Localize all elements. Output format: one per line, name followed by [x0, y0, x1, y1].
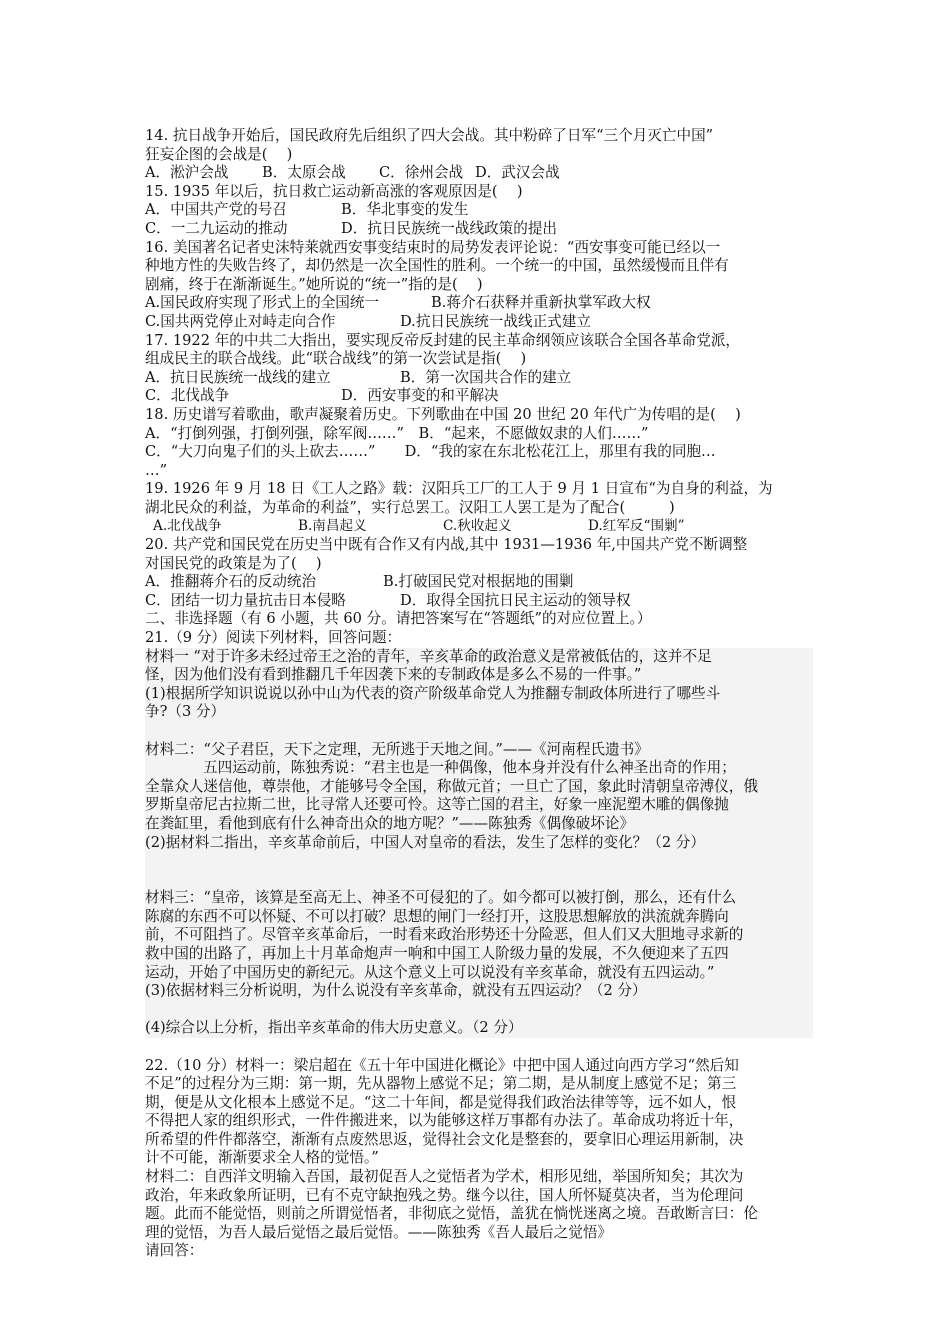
q21-material-2-line-3: 全靠众人迷信他，尊崇他，才能够号令全国，称做元首；一旦亡了国，象此时清朝皇帝溥仪，俄: [145, 777, 758, 795]
q19-option-b: B.南昌起义: [298, 518, 367, 535]
q16-stem-line-3: 剧痛，终于在渐渐诞生。”她所说的“统一”指的是( ): [145, 275, 483, 293]
q18-stem: 18. 历史谱写着歌曲，歌声凝聚着历史。下列歌曲在中国 20 世纪 20 年代广为传唱的是( ): [145, 405, 741, 423]
q21-question-3: (3)依据材料三分析说明，为什么说没有辛亥革命，就没有五四运动？（2 分）: [145, 982, 647, 1000]
q16-options-row-2: [145, 313, 813, 332]
q17-option-b: B．第一次国共合作的建立: [400, 368, 572, 386]
q15-stem: 15. 1935 年以后，抗日救亡运动新高涨的客观原因是( ): [145, 182, 523, 200]
answer-space: [145, 852, 813, 889]
q17-stem-line-1: 17. 1922 年的中共二大指出，要实现反帝反封建的民主革命纲领应该联合全国各革命党派，: [145, 331, 741, 349]
q14-option-d: D．武汉会战: [475, 164, 560, 182]
q21-material-2-line-5: 在粪缸里，看他到底有什么神奇出众的地方呢？”——陈独秀《偶像破坏论》: [145, 814, 635, 832]
q14-stem-line-2: 狂妄企图的会战是( ): [145, 145, 293, 163]
answer-space: [145, 1038, 813, 1057]
q17-stem-line-2: 组成民主的联合战线。此“联合战线”的第一次尝试是指( ): [145, 350, 527, 368]
q21-material-2-line-4: 罗斯皇帝尼古拉斯二世，比寻常人还要可怜。这等亡国的君主，好象一座泥塑木雕的偶像抛: [145, 796, 729, 814]
q14-options: [145, 164, 813, 183]
q22-line-6: 计不可能，渐渐要求全人格的觉悟。”: [145, 1149, 379, 1167]
q14-stem-line-1: 14. 抗日战争开始后，国民政府先后组织了四大会战。其中粉碎了日军“三个月灭亡中国”: [145, 127, 714, 144]
section-2-heading: 二、非选择题（有 6 小题，共 60 分。请把答案写在“答题纸”的对应位置上。）: [145, 610, 652, 628]
q20-stem-line-1: 20. 共产党和国民党在历史当中既有合作又有内战,其中 1931—1936 年,中国共产党不断调整: [145, 536, 748, 554]
q22-line-5: 所希望的件件都落空，渐渐有点废然思返，觉得社会文化是整套的，要拿旧心理运用新制，决: [145, 1130, 744, 1148]
q19-options: [145, 517, 813, 536]
q17-option-d: D．西安事变的和平解决: [341, 387, 499, 405]
answer-space: [145, 1001, 813, 1020]
q16-option-d: D.抗日民族统一战线正式建立: [400, 312, 591, 330]
q18-option-line-1: A．“打倒列强，打倒列强，除军阀……” B．“起来，不愿做奴隶的人们……”: [145, 424, 649, 442]
q20-options-row-1: [145, 573, 813, 592]
q20-options-row-2: [145, 592, 813, 611]
q20-option-c: C．团结一切力量抗击日本侵略: [145, 591, 346, 609]
q18-option-line-2: C．“大刀向鬼子们的头上砍去……” D．“我的家在东北松花江上，那里有我的同胞…: [145, 443, 716, 461]
q22-line-10: 理的觉悟，为吾人最后觉悟之最后觉悟。——陈独秀《吾人最后之觉悟》: [145, 1223, 613, 1241]
q22-line-7: 材料二：自西洋文明输入吾国，最初促吾人之觉悟者为学术，相形见绌，举国所知矣；其次为: [145, 1168, 744, 1186]
q22-line-9: 题。此而不能觉悟，则前之所谓觉悟者，非彻底之觉悟，盖犹在惝恍迷离之境。吾敢断言曰：伦: [145, 1205, 758, 1223]
q16-option-b: B.蒋介石获释并重新执掌军政大权: [431, 294, 651, 312]
q16-option-c: C.国共两党停止对峙走向合作: [145, 312, 336, 330]
q15-option-d: D．抗日民族统一战线政策的提出: [341, 219, 558, 237]
q21-question-1-line-1: (1)根据所学知识说说以孙中山为代表的资产阶级革命党人为推翻专制政体所进行了哪些斗: [145, 684, 721, 702]
q21-heading: 21.（9 分）阅读下列材料，回答问题：: [145, 629, 402, 647]
q20-stem-line-2: 对国民党的政策是为了( ): [145, 554, 322, 572]
q21-material-3-line-3: 前，不可阻挡了。尽管辛亥革命后，一时看来政治形势还十分险恶，但人们又大胆地寻求新的: [145, 926, 744, 944]
q17-option-a: A．抗日民族统一战线的建立: [145, 368, 331, 386]
q21-question-4: (4)综合以上分析，指出辛亥革命的伟大历史意义。（2 分）: [145, 1019, 523, 1037]
q21-material-block: [145, 648, 813, 1038]
q17-options-row-1: [145, 369, 813, 388]
q21-material-2-line-2: 五四运动前，陈独秀说：“君主也是一种偶像，他本身并没有什么神圣出奇的作用；: [203, 759, 736, 777]
q19-option-d: D.红军反“围剿”: [588, 518, 685, 535]
q20-option-b: B.打破国民党对根据地的围剿: [383, 573, 574, 591]
q21-material-2-line-1: 材料二：“父子君臣，天下之定理，无所逃于天地之间。”——《河南程氏遗书》: [145, 740, 649, 758]
q15-option-c: C．一二九运动的推动: [145, 219, 288, 237]
q21-material-1-line-2: 怪，因为他们没有看到推翻几千年因袭下来的专制政体是多么不易的一件事。”: [145, 666, 642, 684]
q22-prompt: 请回答：: [145, 1242, 204, 1260]
q21-material-3-line-2: 陈腐的东西不可以怀疑、不可以打破？思想的闸门一经打开，这股思想解放的洪流就奔腾向: [145, 907, 729, 925]
q20-option-a: A．推翻蒋介石的反动统治: [145, 573, 317, 591]
q16-options-row-1: [145, 294, 813, 313]
q16-stem-line-1: 16. 美国著名记者史沫特莱就西安事变结束时的局势发表评论说：“西安事变可能已经以一: [145, 238, 721, 256]
q21-material-3-line-5: 运动，开始了中国历史的新纪元。从这个意义上可以说没有辛亥革命，就没有五四运动。”: [145, 963, 715, 981]
q16-stem-line-2: 种地方性的失败告终了，却仍然是一次全国性的胜利。一个统一的中国，虽然缓慢而且伴有: [145, 257, 729, 275]
q22-line-3: 期，便是从文化根本上感觉不足。“这二十年间，都是觉得我们政治法律等等，远不如人，恨: [145, 1093, 737, 1111]
q21-question-1-line-2: 争?（3 分）: [145, 703, 226, 721]
q22-line-1: 22.（10 分）材料一：梁启超在《五十年中国进化概论》中把中国人通过向西方学习“然后知: [145, 1056, 739, 1074]
q14-option-b: B．太原会战: [262, 164, 346, 182]
q17-options-row-2: [145, 387, 813, 406]
q19-stem-line-1: 19. 1926 年 9 月 18 日《工人之路》载：汉阳兵工厂的工人于 9 月 1 日宣布“为自身的利益，为: [145, 480, 773, 498]
q21-material-1-line-1: 材料一 “对于许多未经过帝王之治的青年，辛亥革命的政治意义是常被低估的，这并不足: [145, 647, 712, 665]
q15-options-row-1: [145, 201, 813, 220]
q21-material-3-line-1: 材料三：“皇帝，该算是至高无上、神圣不可侵犯的了。如今都可以被打倒，那么，还有什么: [145, 889, 737, 907]
q15-options-row-2: [145, 220, 813, 239]
q19-option-c: C.秋收起义: [443, 518, 512, 535]
q22-line-4: 不得把人家的组织形式，一件件搬进来，以为能够这样万事都有办法了。革命成功将近十年，: [145, 1112, 744, 1130]
q14-option-a: A．淞沪会战: [145, 164, 229, 182]
q21-question-2: (2)据材料二指出，辛亥革命前后，中国人对皇帝的看法，发生了怎样的变化？（2 分）: [145, 833, 705, 851]
q21-material-3-line-4: 救中国的出路了，再加上十月革命炮声一响和中国工人阶级力量的发展，不久便迎来了五四: [145, 944, 729, 962]
q19-option-a: A.北伐战争: [153, 518, 222, 535]
q22-line-2: 不足”的过程分为三期：第一期，先从器物上感觉不足；第二期，是从制度上感觉不足；第三: [145, 1075, 737, 1093]
q14-option-c: C．徐州会战: [379, 164, 464, 182]
q15-option-b: B．华北事变的发生: [341, 201, 469, 219]
q20-option-d: D．取得全国抗日民主运动的领导权: [400, 591, 631, 609]
exam-content: [145, 127, 813, 1261]
q19-stem-line-2: 湖北民众的利益，为革命的利益”，实行总罢工。汉阳工人罢工是为了配合( ): [145, 498, 675, 516]
q17-option-c: C．北伐战争: [145, 387, 230, 405]
q18-option-line-3: …”: [145, 461, 168, 479]
answer-space: [145, 722, 813, 741]
q22-line-8: 政治，年来政象所证明，已有不克守缺抱残之势。继今以往，国人所怀疑莫决者，当为伦理问: [145, 1186, 744, 1204]
q22-block: [145, 1057, 813, 1262]
q16-option-a: A.国民政府实现了形式上的全国统一: [145, 294, 380, 312]
q15-option-a: A．中国共产党的号召: [145, 201, 287, 219]
